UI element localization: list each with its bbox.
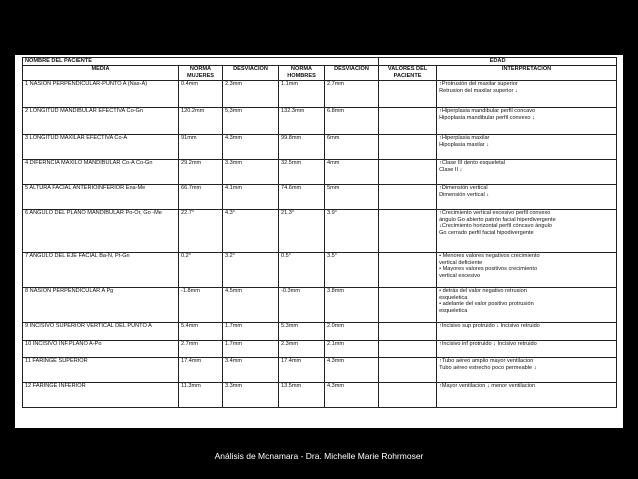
table-row — [23, 210, 617, 253]
norma-hombres-cell: 32.5mm — [279, 160, 325, 185]
patient-name-label: NOMBRE DEL PACIENTE — [23, 58, 379, 66]
interpretation-cell: • Menores valores negativos crecimiento vertical deficiente • Mayores valores positivos crecimiento vertical excesivo — [437, 253, 617, 288]
table-row — [23, 185, 617, 210]
measure-cell: 4 DIFERNCIA MAXILO MANDIBULAR Co-A Co-Gn — [23, 160, 179, 185]
norma-mujeres-cell: 0.2° — [179, 253, 223, 288]
desviacion-hombres-cell: 5mm — [325, 185, 379, 210]
norma-mujeres-cell: 22.7° — [179, 210, 223, 253]
norma-mujeres-cell: 0.4mm — [179, 81, 223, 108]
patient-value-cell[interactable] — [379, 323, 437, 341]
interpretation-cell: ↑Hiperplasia maxilar Hipoplasia maxilar ↓ — [437, 135, 617, 160]
interpretation-cell: ↑Protrusión del maxilar superior Retrusion del maxilar superior ↓ — [437, 81, 617, 108]
table-row — [23, 383, 617, 408]
measure-cell: 9 INCISIVO SUPERIOR VERTICAL DEL PUNTO A — [23, 323, 179, 341]
patient-value-cell[interactable] — [379, 108, 437, 135]
patient-value-cell[interactable] — [379, 288, 437, 323]
measure-cell: 5 ALTURA FACIAL ANTERIOINFERIOR Ena-Me — [23, 185, 179, 210]
desviacion-hombres-cell: 6.8mm — [325, 108, 379, 135]
norma-hombres-cell: 5.3mm — [279, 323, 325, 341]
interpretation-cell: ↑Clase III dento esqueletal Clase II ↓ — [437, 160, 617, 185]
desviacion-hombres-cell: 4.3mm — [325, 358, 379, 383]
table-row — [23, 81, 617, 108]
table-row — [23, 323, 617, 341]
norma-hombres-cell: 1.1mm — [279, 81, 325, 108]
patient-value-cell[interactable] — [379, 160, 437, 185]
table-row — [23, 288, 617, 323]
desviacion-hombres-cell: 2.7mm — [325, 81, 379, 108]
norma-mujeres-cell: 91mm — [179, 135, 223, 160]
norma-mujeres-cell: 11.3mm — [179, 383, 223, 408]
measure-cell: 8 NASION PERPENDICULAR A Pg — [23, 288, 179, 323]
col-header-desviacion-2: DESVIACION — [325, 66, 379, 81]
desviacion-mujeres-cell: 4.3° — [223, 210, 279, 253]
measure-cell: 10 INCISIVO INF.PLANO A-Po — [23, 341, 179, 358]
desviacion-mujeres-cell: 4.3mm — [223, 135, 279, 160]
norma-hombres-cell: 74.6mm — [279, 185, 325, 210]
norma-mujeres-cell: 66.7mm — [179, 185, 223, 210]
table-row — [23, 358, 617, 383]
desviacion-hombres-cell: 3.5° — [325, 253, 379, 288]
table-row — [23, 135, 617, 160]
norma-hombres-cell: 99.8mm — [279, 135, 325, 160]
col-header-norma-hombres: NORMA HOMBRES — [279, 66, 325, 81]
desviacion-hombres-cell: 3.9° — [325, 210, 379, 253]
desviacion-mujeres-cell: 4.1mm — [223, 185, 279, 210]
interpretation-cell: ↑Dimensión vertical Dimensión vertical ↓ — [437, 185, 617, 210]
norma-hombres-cell: 13.5mm — [279, 383, 325, 408]
patient-value-cell[interactable] — [379, 210, 437, 253]
measure-cell: 12 FARINGE INFERIOR — [23, 383, 179, 408]
slide-caption: Análisis de Mcnamara - Dra. Michelle Marie Rohrmoser — [214, 451, 424, 461]
table-row — [23, 341, 617, 358]
cephalometric-table — [22, 57, 617, 408]
desviacion-hombres-cell: 6mm — [325, 135, 379, 160]
measure-cell: 3 LONGITUD MAXILAR EFECTIVA Co-A — [23, 135, 179, 160]
col-header-media: MEDIA — [23, 66, 179, 81]
norma-mujeres-cell: -1.8mm — [179, 288, 223, 323]
measure-cell: 7 ANGULO DEL EJE FACIAL Ba-N, Pt-Gn — [23, 253, 179, 288]
desviacion-hombres-cell: 4mm — [325, 160, 379, 185]
measure-cell: 6 ANGULO DEL PLANO MANDIBULAR Po-Or, Go -Me — [23, 210, 179, 253]
patient-value-cell[interactable] — [379, 253, 437, 288]
patient-header-row — [23, 58, 617, 66]
norma-mujeres-cell: 2.7mm — [179, 341, 223, 358]
col-header-interpretacion: INTERPRETACION — [437, 66, 617, 81]
desviacion-mujeres-cell: 5,3mm — [223, 108, 279, 135]
interpretation-cell: ↑Crecimiento vertical excesivo perfil convexo ángulo Go abierto patrón facial hiperdivergente ↓Crecimiento horizontal perfil cóncavo ángulo Go cerrado perfil facial hipodivergente — [437, 210, 617, 253]
norma-hombres-cell: 0.5° — [279, 253, 325, 288]
measure-cell: 1 NASION PERPENDICULAR-PUNTO A (Nas-A) — [23, 81, 179, 108]
patient-value-cell[interactable] — [379, 135, 437, 160]
desviacion-hombres-cell: 4.3mm — [325, 383, 379, 408]
interpretation-cell: ↑Hiperplasia mandibular perfil concavo Hipoplasia mandibular perfil convexo ↓ — [437, 108, 617, 135]
patient-value-cell[interactable] — [379, 341, 437, 358]
column-header-row — [23, 66, 617, 81]
desviacion-mujeres-cell: 1.7mm — [223, 341, 279, 358]
patient-value-cell[interactable] — [379, 383, 437, 408]
desviacion-mujeres-cell: 3.4mm — [223, 358, 279, 383]
measure-cell: 2 LONGITUD MANDIBULAR EFECTIVA Co-Gn — [23, 108, 179, 135]
norma-hombres-cell: -0.3mm — [279, 288, 325, 323]
desviacion-hombres-cell: 2.1mm — [325, 341, 379, 358]
patient-value-cell[interactable] — [379, 185, 437, 210]
patient-value-cell[interactable] — [379, 358, 437, 383]
norma-mujeres-cell: 17.4mm — [179, 358, 223, 383]
col-header-valores-paciente: VALORES DEL PACIENTE — [379, 66, 437, 81]
norma-hombres-cell: 2.3mm — [279, 341, 325, 358]
age-label: EDAD — [379, 58, 617, 66]
interpretation-cell: ↑Incisivo inf protruido ↓ Incisivo retruido — [437, 341, 617, 358]
desviacion-mujeres-cell: 1.7mm — [223, 323, 279, 341]
table-row — [23, 160, 617, 185]
desviacion-hombres-cell: 3.8mm — [325, 288, 379, 323]
analysis-sheet — [15, 55, 623, 428]
col-header-desviacion-1: DESVIACION — [223, 66, 279, 81]
measure-cell: 11 FARINGE SUPERIOR — [23, 358, 179, 383]
desviacion-mujeres-cell: 4.5mm — [223, 288, 279, 323]
norma-mujeres-cell: 120.2mm — [179, 108, 223, 135]
table-row — [23, 108, 617, 135]
norma-hombres-cell: 17.4mm — [279, 358, 325, 383]
interpretation-cell: ↑Tubo aéreo amplio mayor ventilacion Tubo aéreo estrecho poco permeable ↓ — [437, 358, 617, 383]
desviacion-mujeres-cell: 2.3mm — [223, 81, 279, 108]
table-row — [23, 253, 617, 288]
desviacion-hombres-cell: 2.0mm — [325, 323, 379, 341]
interpretation-cell: ↑Mayor ventilacion ↓ menor ventilacion — [437, 383, 617, 408]
desviacion-mujeres-cell: 3.3mm — [223, 160, 279, 185]
norma-hombres-cell: 132.3mm — [279, 108, 325, 135]
col-header-norma-mujeres: NORMA MUJERES — [179, 66, 223, 81]
interpretation-cell: ↑Incisivo sup protruido ↓ Incisivo retruido — [437, 323, 617, 341]
norma-mujeres-cell: 5.4mm — [179, 323, 223, 341]
norma-mujeres-cell: 29.2mm — [179, 160, 223, 185]
desviacion-mujeres-cell: 3.2° — [223, 253, 279, 288]
norma-hombres-cell: 21.3° — [279, 210, 325, 253]
patient-value-cell[interactable] — [379, 81, 437, 108]
desviacion-mujeres-cell: 3.3mm — [223, 383, 279, 408]
interpretation-cell: • detrás del valor negativo retrusion esqueletica • adelante del valor positivo protrusión esqueletica — [437, 288, 617, 323]
